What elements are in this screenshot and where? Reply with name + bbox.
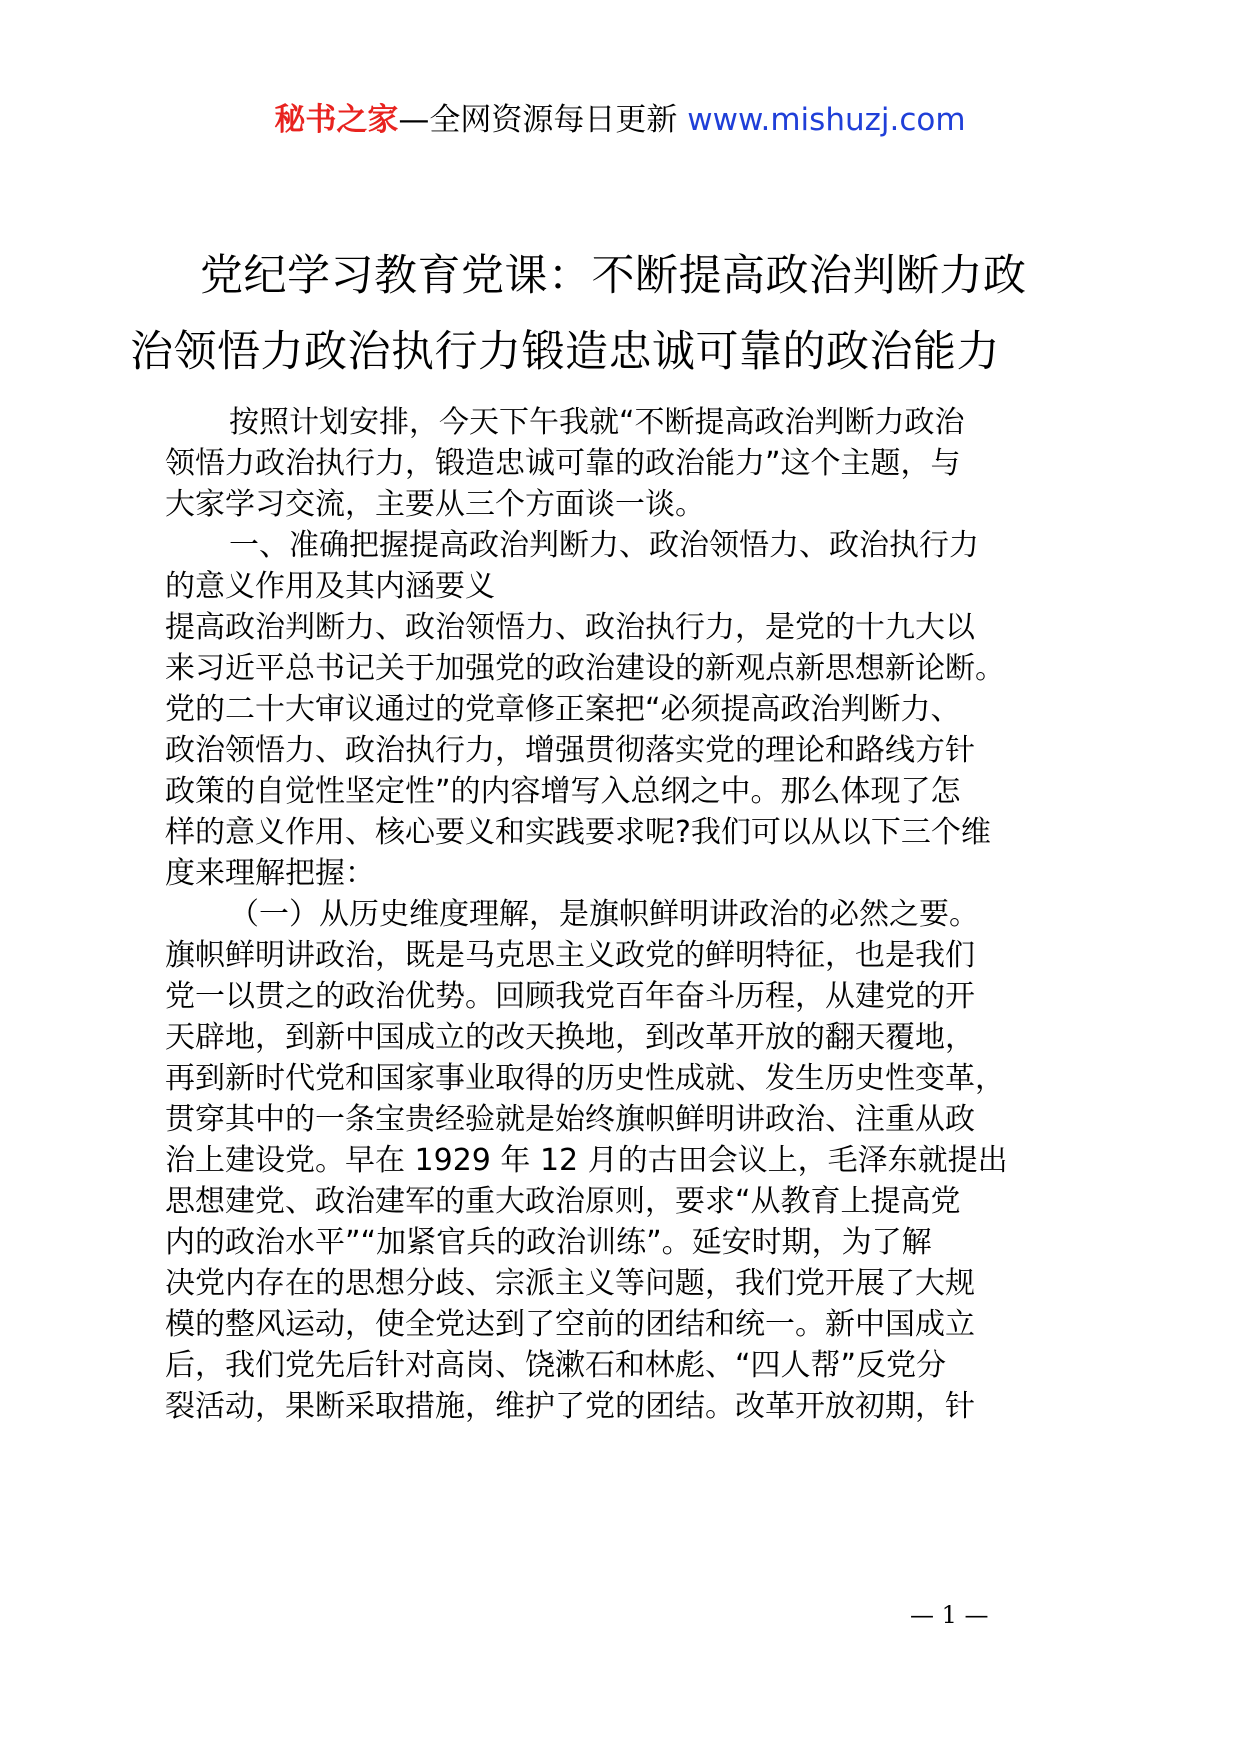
body-line: 提高政治判断力、政治领悟力、政治执行力，是党的十九大以 <box>165 610 975 645</box>
brand-name: 秘书之家 <box>274 102 399 138</box>
body-line: 后，我们党先后针对高岗、饶漱石和林彪、“四人帮”反党分 <box>165 1348 947 1383</box>
subsection-heading-line: （一）从历史维度理解，是旗帜鲜明讲政治的必然之要。 <box>229 897 979 932</box>
body-line: 大家学习交流，主要从三个方面谈一谈。 <box>165 487 705 522</box>
site-header <box>0 100 1240 140</box>
page-number: — 1 — <box>910 1601 989 1629</box>
body-line: 党的二十大审议通过的党章修正案把“必须提高政治判断力、 <box>165 692 961 727</box>
body-line: 贯穿其中的一条宝贵经验就是始终旗帜鲜明讲政治、注重从政 <box>165 1102 975 1137</box>
body-line: 思想建党、政治建军的重大政治原则，要求“从教育上提高党 <box>165 1184 961 1219</box>
body-line: 党一以贯之的政治优势。回顾我党百年奋斗历程，从建党的开 <box>165 979 975 1014</box>
document-body <box>165 402 1085 1427</box>
body-line: 内的政治水平”“加紧官兵的政治训练”。延安时期，为了解 <box>165 1225 932 1260</box>
title-line: 治领悟力政治执行力锻造忠诚可靠的政治能力 <box>130 327 1000 377</box>
section-heading-line: 一、准确把握提高政治判断力、政治领悟力、政治执行力 <box>229 528 979 563</box>
site-url-link[interactable]: www.mishuzj.com <box>687 102 966 138</box>
body-line: 治上建设党。早在 1929 年 12 月的古田会议上，毛泽东就提出 <box>165 1143 1008 1178</box>
document-title <box>130 238 1110 390</box>
body-line: 样的意义作用、核心要义和实践要求呢?我们可以从以下三个维 <box>165 815 991 850</box>
body-line: 裂活动，果断采取措施，维护了党的团结。改革开放初期，针 <box>165 1389 975 1424</box>
site-tagline: —全网资源每日更新 <box>398 102 688 138</box>
body-line: 再到新时代党和国家事业取得的历史性成就、发生历史性变革， <box>165 1061 1005 1096</box>
body-line: 模的整风运动，使全党达到了空前的团结和统一。新中国成立 <box>165 1307 975 1342</box>
title-line: 党纪学习教育党课：不断提高政治判断力政 <box>200 251 1027 301</box>
section-heading-line: 的意义作用及其内涵要义 <box>165 569 495 604</box>
body-line: 政策的自觉性坚定性”的内容增写入总纲之中。那么体现了怎 <box>165 774 961 809</box>
body-line: 度来理解把握： <box>165 856 375 891</box>
body-line: 领悟力政治执行力，锻造忠诚可靠的政治能力”这个主题，与 <box>165 446 961 481</box>
body-line: 决党内存在的思想分歧、宗派主义等问题，我们党开展了大规 <box>165 1266 975 1301</box>
body-line: 按照计划安排，今天下午我就“不断提高政治判断力政治 <box>229 405 965 440</box>
body-line: 来习近平总书记关于加强党的政治建设的新观点新思想新论断。 <box>165 651 1005 686</box>
body-line: 政治领悟力、政治执行力，增强贯彻落实党的理论和路线方针 <box>165 733 975 768</box>
body-line: 天辟地，到新中国成立的改天换地，到改革开放的翻天覆地， <box>165 1020 975 1055</box>
body-line: 旗帜鲜明讲政治，既是马克思主义政党的鲜明特征，也是我们 <box>165 938 975 973</box>
